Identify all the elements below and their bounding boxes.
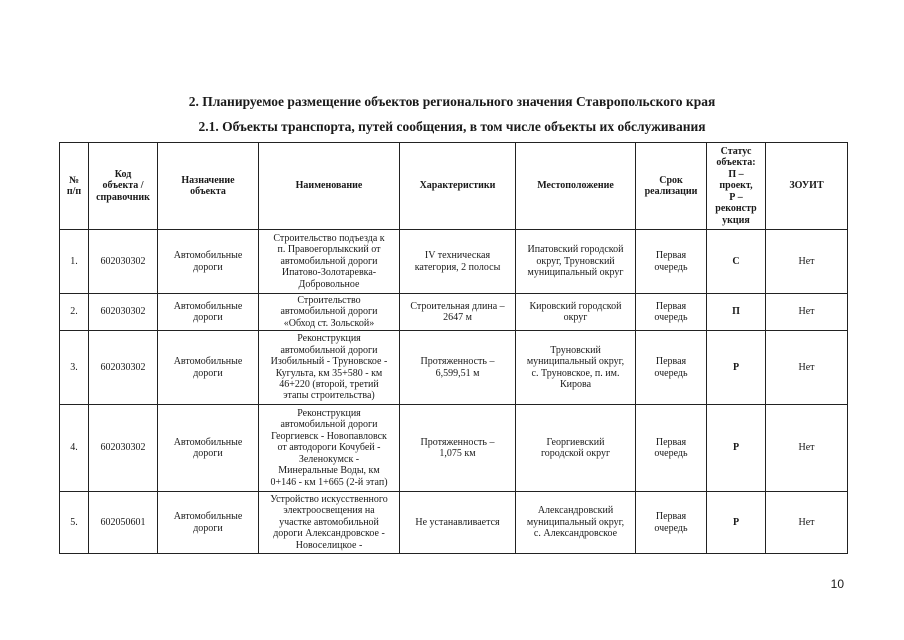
zouit-value: Нет (766, 294, 848, 331)
table-row (60, 405, 848, 492)
object-name: Строительство автомобильной дороги «Обход ст. Зольской» (259, 294, 400, 331)
object-purpose: Автомобильные дороги (158, 230, 259, 294)
objects-table (59, 142, 848, 554)
subsection-title: 2.1. Объекты транспорта, путей сообщения, в том числе объекты их обслуживания (198, 119, 706, 134)
object-code: 602030302 (89, 331, 158, 405)
object-purpose: Автомобильные дороги (158, 405, 259, 492)
header-cell-zouit: ЗОУИТ (766, 143, 848, 230)
header-cell-purpose: Назначение объекта (158, 143, 259, 230)
table-header-row (60, 143, 848, 230)
implementation-term: Первая очередь (636, 230, 707, 294)
implementation-term: Первая очередь (636, 492, 707, 554)
row-number: 4. (60, 405, 89, 492)
object-name: Реконструкция автомобильной дороги Изобильный - Труновское - Кугульта, км 35+580 - км 46+220 (второй, третий этапы строительства) (259, 331, 400, 405)
header-cell-characteristics: Характеристики (400, 143, 516, 230)
implementation-term: Первая очередь (636, 331, 707, 405)
zouit-value: Нет (766, 405, 848, 492)
object-name: Строительство подъезда к п. Правоегорлыкский от автомобильной дороги Ипатово-Золотаревка- Добровольное (259, 230, 400, 294)
table-row (60, 492, 848, 554)
object-status: Р (707, 405, 766, 492)
zouit-value: Нет (766, 230, 848, 294)
object-characteristics: Не устанавливается (400, 492, 516, 554)
object-location: Труновский муниципальный округ, с. Труновское, п. им. Кирова (516, 331, 636, 405)
object-status: С (707, 230, 766, 294)
object-characteristics: IV техническая категория, 2 полосы (400, 230, 516, 294)
object-purpose: Автомобильные дороги (158, 331, 259, 405)
implementation-term: Первая очередь (636, 405, 707, 492)
object-location: Кировский городской округ (516, 294, 636, 331)
row-number: 3. (60, 331, 89, 405)
header-cell-name: Наименование (259, 143, 400, 230)
table-row (60, 230, 848, 294)
object-name: Реконструкция автомобильной дороги Георгиевск - Новопавловск от автодороги Кочубей - Зеленокумск - Минеральные Воды, км 0+146 - км 1+665 (2-й этап) (259, 405, 400, 492)
table-row (60, 331, 848, 405)
object-status: Р (707, 331, 766, 405)
object-code: 602030302 (89, 405, 158, 492)
table-row (60, 294, 848, 331)
object-status: Р (707, 492, 766, 554)
header-cell-number: № п/п (60, 143, 89, 230)
object-characteristics: Протяженность – 6,599,51 м (400, 331, 516, 405)
object-status: П (707, 294, 766, 331)
row-number: 5. (60, 492, 89, 554)
row-number: 2. (60, 294, 89, 331)
header-cell-code: Код объекта / справочник (89, 143, 158, 230)
object-location: Георгиевский городской округ (516, 405, 636, 492)
header-cell-status: Статус объекта: П – проект, Р – реконстр укция (707, 143, 766, 230)
object-code: 602030302 (89, 230, 158, 294)
object-location: Ипатовский городской округ, Труновский муниципальный округ (516, 230, 636, 294)
object-characteristics: Протяженность – 1,075 км (400, 405, 516, 492)
section-title: 2. Планируемое размещение объектов регионального значения Ставропольского края (188, 94, 716, 109)
header-cell-term: Срок реализации (636, 143, 707, 230)
object-name: Устройство искусственного электроосвещения на участке автомобильной дороги Александровское - Новоселицкое - (259, 492, 400, 554)
object-location: Александровский муниципальный округ, с. Александровское (516, 492, 636, 554)
object-purpose: Автомобильные дороги (158, 294, 259, 331)
implementation-term: Первая очередь (636, 294, 707, 331)
object-purpose: Автомобильные дороги (158, 492, 259, 554)
page-number: 10 (830, 577, 844, 591)
object-code: 602030302 (89, 294, 158, 331)
object-characteristics: Строительная длина – 2647 м (400, 294, 516, 331)
zouit-value: Нет (766, 492, 848, 554)
object-code: 602050601 (89, 492, 158, 554)
zouit-value: Нет (766, 331, 848, 405)
row-number: 1. (60, 230, 89, 294)
header-cell-location: Местоположение (516, 143, 636, 230)
